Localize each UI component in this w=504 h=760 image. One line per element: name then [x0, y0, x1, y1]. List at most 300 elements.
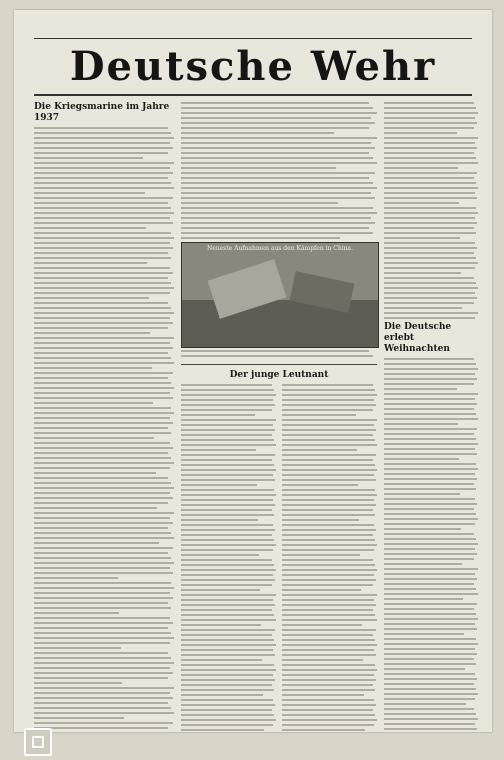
text-line — [181, 564, 274, 566]
article-body-navy-year — [34, 127, 174, 732]
text-line — [282, 619, 377, 621]
text-line — [181, 604, 275, 606]
text-line — [181, 454, 275, 456]
photo-caption-lines — [181, 350, 377, 357]
text-line — [181, 689, 274, 691]
text-line — [384, 478, 477, 480]
text-line — [181, 237, 340, 239]
text-line — [384, 142, 475, 144]
text-line — [282, 609, 373, 611]
text-line — [181, 137, 377, 139]
text-line — [181, 399, 273, 401]
text-line — [384, 578, 477, 580]
text-line — [34, 172, 173, 174]
text-line — [34, 402, 153, 404]
text-line — [384, 508, 474, 510]
text-line — [384, 418, 478, 420]
text-line — [181, 197, 375, 199]
text-line — [384, 548, 475, 550]
text-line — [384, 473, 475, 475]
archive-stamp-icon — [24, 728, 52, 756]
text-line — [282, 594, 377, 596]
text-line — [384, 493, 460, 495]
text-line — [34, 162, 174, 164]
text-line — [34, 487, 174, 489]
china-battle-photo — [181, 242, 379, 348]
text-line — [181, 459, 272, 461]
text-line — [282, 469, 377, 471]
text-line — [384, 252, 474, 254]
text-line — [181, 429, 275, 431]
text-line — [34, 602, 168, 604]
masthead-top-rule — [34, 38, 472, 39]
text-line — [384, 242, 475, 244]
text-line — [384, 693, 478, 695]
text-line — [34, 267, 170, 269]
article-body-young-lieutenant-a — [181, 384, 276, 732]
text-line — [181, 494, 276, 496]
text-line — [282, 534, 373, 536]
text-line — [34, 232, 171, 234]
masthead: Deutsche Wehr — [69, 43, 437, 90]
text-line — [384, 287, 478, 289]
text-line — [384, 683, 474, 685]
text-line — [181, 569, 276, 571]
text-line — [181, 414, 255, 416]
text-line — [282, 474, 374, 476]
text-line — [384, 262, 478, 264]
text-line — [34, 557, 171, 559]
text-line — [384, 227, 474, 229]
text-line — [181, 644, 276, 646]
text-line — [34, 367, 152, 369]
text-line — [34, 207, 171, 209]
text-line — [34, 707, 171, 709]
text-line — [282, 404, 376, 406]
text-line — [282, 634, 373, 636]
text-line — [282, 539, 375, 541]
text-line — [34, 222, 173, 224]
text-line — [181, 549, 273, 551]
text-line — [384, 568, 478, 570]
text-line — [181, 222, 375, 224]
text-line — [384, 638, 476, 640]
text-line — [181, 424, 273, 426]
text-line — [181, 142, 371, 144]
text-line — [34, 482, 171, 484]
text-line — [384, 292, 475, 294]
text-line — [34, 427, 168, 429]
text-line — [282, 689, 375, 691]
text-line — [384, 658, 474, 660]
text-line — [181, 639, 274, 641]
text-line — [384, 403, 477, 405]
text-line — [384, 453, 477, 455]
text-line — [34, 592, 170, 594]
text-line — [282, 494, 377, 496]
text-line — [384, 137, 478, 139]
text-line — [34, 157, 143, 159]
text-line — [384, 423, 458, 425]
text-line — [384, 613, 476, 615]
text-line — [34, 612, 119, 614]
text-line — [181, 509, 272, 511]
text-line — [384, 633, 464, 635]
section-divider — [181, 364, 377, 365]
text-line — [34, 147, 173, 149]
text-line — [34, 392, 170, 394]
text-line — [34, 132, 171, 134]
text-line — [384, 302, 474, 304]
text-line — [181, 619, 276, 621]
text-line — [34, 257, 171, 259]
text-line — [384, 563, 462, 565]
text-line — [282, 554, 360, 556]
text-line — [384, 628, 477, 630]
text-line — [282, 694, 364, 696]
text-line — [181, 529, 275, 531]
text-line — [282, 409, 373, 411]
text-line — [384, 192, 475, 194]
text-line — [181, 524, 273, 526]
text-line — [181, 117, 371, 119]
text-line — [384, 122, 477, 124]
text-line — [181, 464, 274, 466]
text-line — [181, 474, 273, 476]
text-line — [34, 167, 170, 169]
text-line — [34, 442, 170, 444]
text-line — [384, 117, 475, 119]
text-line — [384, 212, 478, 214]
text-line — [282, 574, 374, 576]
text-line — [34, 652, 168, 654]
text-line — [181, 217, 371, 219]
text-line — [34, 412, 174, 414]
text-line — [181, 599, 273, 601]
text-line — [181, 122, 375, 124]
text-line — [384, 643, 478, 645]
text-line — [384, 518, 478, 520]
text-line — [34, 537, 174, 539]
text-line — [181, 614, 274, 616]
text-line — [34, 577, 118, 579]
text-line — [282, 584, 373, 586]
text-line — [282, 724, 374, 726]
text-line — [181, 514, 274, 516]
text-line — [282, 394, 377, 396]
text-line — [384, 648, 475, 650]
text-line — [384, 272, 461, 274]
text-line — [384, 468, 478, 470]
text-line — [34, 277, 168, 279]
text-line — [181, 704, 275, 706]
text-line — [282, 504, 376, 506]
text-line — [384, 147, 477, 149]
text-line — [384, 463, 476, 465]
text-line — [34, 622, 173, 624]
text-line — [34, 517, 170, 519]
text-line — [181, 394, 276, 396]
text-line — [34, 237, 174, 239]
text-line — [34, 397, 173, 399]
text-line — [384, 708, 474, 710]
text-line — [181, 232, 373, 234]
text-line — [384, 718, 478, 720]
text-line — [181, 594, 276, 596]
text-line — [384, 713, 476, 715]
text-line — [282, 429, 376, 431]
text-line — [181, 107, 373, 109]
text-line — [181, 699, 273, 701]
text-line — [384, 393, 478, 395]
text-line — [34, 382, 171, 384]
text-line — [181, 659, 262, 661]
text-line — [181, 674, 273, 676]
text-line — [34, 467, 170, 469]
text-line — [384, 533, 474, 535]
text-line — [181, 202, 338, 204]
text-line — [34, 692, 170, 694]
text-line — [384, 282, 476, 284]
text-line — [34, 432, 171, 434]
text-line — [34, 547, 173, 549]
text-line — [34, 627, 168, 629]
text-line — [34, 527, 168, 529]
text-line — [34, 377, 168, 379]
text-line — [384, 232, 476, 234]
text-line — [282, 729, 365, 731]
text-line — [282, 389, 375, 391]
text-line — [181, 664, 274, 666]
text-line — [181, 654, 275, 656]
text-line — [34, 177, 168, 179]
text-line — [384, 583, 474, 585]
text-line — [181, 350, 369, 352]
text-line — [384, 317, 475, 319]
text-line — [384, 603, 477, 605]
text-line — [34, 657, 171, 659]
text-line — [384, 197, 477, 199]
text-line — [34, 682, 122, 684]
text-line — [181, 714, 274, 716]
text-line — [384, 428, 477, 430]
text-line — [282, 719, 377, 721]
text-line — [181, 207, 373, 209]
text-line — [34, 292, 170, 294]
headline-christmas: Die Deutsche erlebt Weihnachten — [384, 322, 452, 354]
text-line — [282, 524, 374, 526]
text-line — [282, 649, 374, 651]
text-line — [181, 719, 276, 721]
text-line — [181, 439, 274, 441]
text-line — [181, 609, 272, 611]
text-line — [282, 569, 377, 571]
text-line — [282, 599, 374, 601]
text-line — [384, 498, 475, 500]
text-line — [34, 712, 174, 714]
text-line — [181, 584, 272, 586]
text-line — [384, 728, 477, 730]
text-line — [181, 102, 369, 104]
text-line — [34, 262, 147, 264]
newspaper-page — [14, 10, 492, 732]
text-line — [384, 543, 478, 545]
text-line — [384, 678, 477, 680]
text-line — [384, 162, 478, 164]
text-line — [34, 677, 168, 679]
text-line — [384, 458, 459, 460]
text-line — [181, 419, 276, 421]
text-line — [34, 152, 168, 154]
text-line — [282, 604, 376, 606]
text-line — [181, 729, 264, 731]
text-line — [181, 554, 259, 556]
text-line — [384, 538, 476, 540]
text-line — [282, 464, 375, 466]
text-line — [282, 384, 373, 386]
text-line — [34, 477, 168, 479]
text-line — [181, 444, 276, 446]
text-line — [282, 459, 373, 461]
text-line — [282, 529, 376, 531]
text-line — [282, 479, 376, 481]
text-line — [384, 127, 474, 129]
text-line — [181, 709, 272, 711]
text-line — [34, 217, 170, 219]
text-line — [384, 448, 475, 450]
text-line — [282, 449, 357, 451]
column-middle-bottom — [181, 370, 377, 732]
text-line — [181, 147, 375, 149]
text-line — [34, 572, 173, 574]
text-line — [282, 699, 374, 701]
column-left — [34, 102, 174, 732]
text-line — [384, 488, 476, 490]
text-line — [181, 629, 275, 631]
text-line — [384, 653, 477, 655]
text-line — [34, 182, 171, 184]
text-line — [181, 479, 275, 481]
text-line — [384, 618, 478, 620]
text-line — [181, 539, 274, 541]
text-line — [384, 207, 476, 209]
text-line — [384, 172, 477, 174]
text-line — [282, 454, 376, 456]
text-line — [282, 714, 375, 716]
text-line — [282, 659, 363, 661]
text-line — [34, 127, 168, 129]
text-line — [282, 559, 373, 561]
text-line — [282, 589, 361, 591]
text-line — [384, 107, 476, 109]
text-line — [181, 384, 272, 386]
text-line — [181, 227, 369, 229]
text-line — [34, 347, 173, 349]
headline-navy-year: Die Kriegsmarine im Jahre 1937 — [34, 102, 170, 123]
text-line — [34, 202, 168, 204]
text-line — [181, 177, 369, 179]
text-line — [282, 679, 376, 681]
text-line — [34, 272, 173, 274]
young-lieutenant-columns — [181, 384, 377, 732]
text-line — [34, 307, 171, 309]
text-line — [34, 457, 171, 459]
text-line — [181, 579, 275, 581]
text-line — [384, 102, 474, 104]
text-line — [282, 564, 375, 566]
text-line — [34, 362, 174, 364]
text-line — [34, 317, 170, 319]
text-line — [34, 212, 174, 214]
text-line — [384, 132, 457, 134]
text-line — [384, 443, 478, 445]
text-line — [34, 462, 174, 464]
text-line — [282, 434, 373, 436]
text-line — [34, 327, 168, 329]
text-line — [181, 192, 371, 194]
text-line — [34, 142, 170, 144]
text-line — [181, 187, 377, 189]
text-line — [34, 532, 171, 534]
text-line — [384, 373, 475, 375]
text-line — [384, 553, 477, 555]
text-line — [282, 424, 374, 426]
text-line — [181, 484, 257, 486]
text-line — [181, 504, 275, 506]
text-line — [384, 558, 474, 560]
text-line — [384, 383, 474, 385]
text-line — [34, 297, 149, 299]
text-line — [34, 492, 170, 494]
text-line — [34, 387, 174, 389]
text-line — [34, 242, 170, 244]
text-line — [34, 252, 168, 254]
text-line — [181, 684, 272, 686]
text-line — [181, 534, 272, 536]
text-line — [181, 679, 275, 681]
text-line — [34, 722, 173, 724]
text-line — [34, 632, 171, 634]
text-line — [34, 727, 168, 729]
text-line — [34, 447, 173, 449]
text-line — [181, 172, 375, 174]
text-line — [384, 388, 457, 390]
text-line — [34, 647, 121, 649]
text-line — [282, 484, 358, 486]
text-line — [384, 433, 474, 435]
text-line — [34, 562, 174, 564]
text-line — [384, 152, 474, 154]
text-line — [282, 654, 376, 656]
text-line — [384, 237, 460, 239]
text-line — [282, 519, 359, 521]
text-line — [181, 409, 272, 411]
text-line — [282, 644, 377, 646]
text-line — [34, 472, 156, 474]
text-line — [282, 614, 375, 616]
text-line — [34, 197, 173, 199]
text-line — [181, 589, 260, 591]
text-line — [384, 608, 474, 610]
text-line — [181, 152, 369, 154]
text-line — [282, 709, 373, 711]
text-line — [384, 177, 474, 179]
text-line — [181, 694, 263, 696]
text-line — [384, 593, 478, 595]
text-line — [384, 673, 475, 675]
photo-label: Neueste Aufnahmen aus den Kämpfen in China. — [206, 245, 354, 252]
text-line — [181, 519, 258, 521]
